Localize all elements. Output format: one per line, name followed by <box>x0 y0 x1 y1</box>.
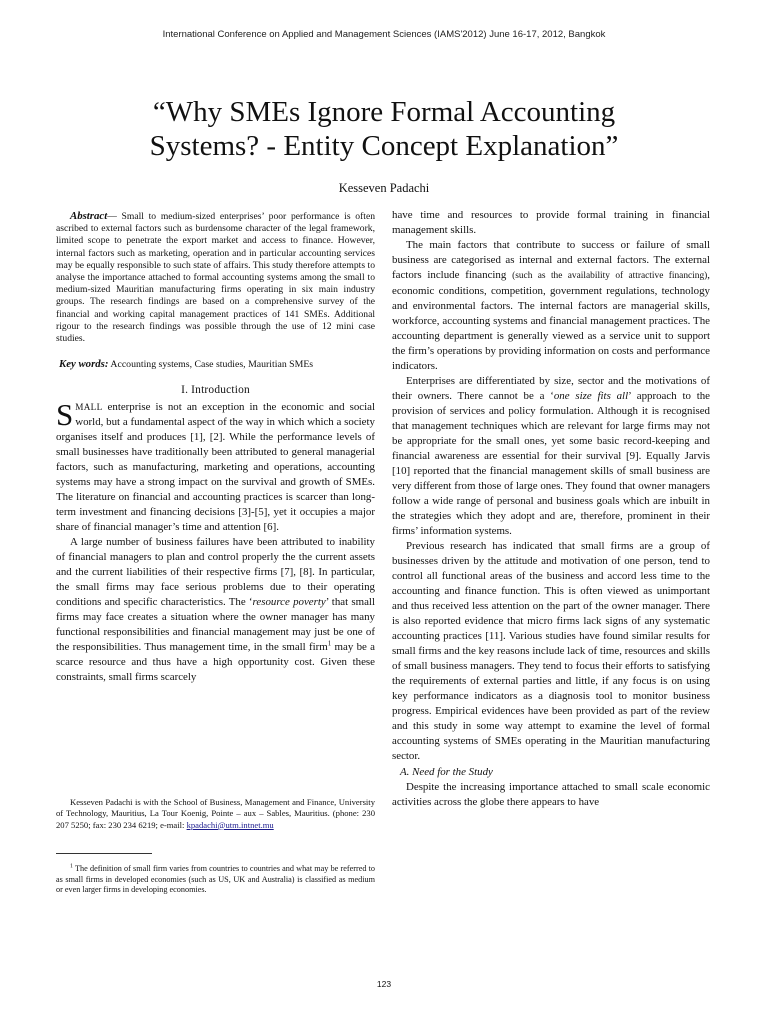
right-paragraph-4: Despite the increasing importance attached to small scale economic activities across the globe there appears to have <box>392 781 710 808</box>
abstract-dash: — <box>107 211 122 222</box>
footnote-text: The definition of small firm varies from countries to countries and what may be referred to as small firms in developed economies (such as US, UK and Australia) is classified as medium or even larger firms in developing economies. <box>56 864 375 895</box>
right-paragraph-0: have time and resources to provide formal training in financial management skills. <box>392 209 710 236</box>
right-p2-text-a: Enterprises are differentiated by size, sector and the motivations of their owners. There cannot be a ‘ <box>392 375 710 402</box>
drop-cap: S <box>56 397 74 433</box>
right-paragraph-2 <box>392 374 710 539</box>
right-paragraph-1 <box>392 238 710 374</box>
intro-p1-text: enterprise is not an exception in the economic and social world, but a fundamental aspect of the way in which which a society organises itself and produces [1], [2]. While the performance levels of small businesses have traditionally been attributed to general managerial factors, such as manufacturing, marketing and operations, accounting systems may have a strong impact on the survival and growth of SMEs. The literature on financial and accounting practices is scarcer than long-term investment and financing decisions [3]-[5], yet it occupies a major share of financial manager’s time and attention [6]. <box>56 401 375 534</box>
abstract-label: Abstract <box>70 210 108 222</box>
author-name: Kesseven Padachi <box>338 181 430 195</box>
intro-p2-text-a: A large number of business failures have been attributed to inability of financial managers to plan and control properly the the current assets and the current liabilities of their respective firms [7], [8]. In particular, the small firms may face serious problems due to their operating conditions and specific characteristics. The ‘ <box>56 536 375 609</box>
section-heading-introduction: I. Introduction <box>181 384 250 397</box>
right-column <box>392 208 710 810</box>
intro-p2-emphasis: resource poverty <box>252 596 326 609</box>
page-number: 123 <box>376 979 392 989</box>
affiliation-text: Kesseven Padachi is with the School of Business, Management and Finance, University of Technology, Mauritius, La Tour Koenig, Pointe – aux – Sables, Mauritius. (phone: 230 207 5250; fax: 230 234 6219; e-mail: <box>56 797 375 830</box>
keywords-text: Accounting systems, Case studies, Mauritian SMEs <box>108 359 314 371</box>
title-line-2: Systems? - Entity Concept Explanation” <box>149 130 619 162</box>
footnote <box>56 864 375 896</box>
right-p2-emphasis: one size fits all <box>553 390 629 402</box>
keywords-label: Key words: <box>59 358 109 371</box>
abstract <box>56 210 375 345</box>
email-link[interactable]: kpadachi@utm.intnet.mu <box>186 819 274 830</box>
running-header: International Conference on Applied and Management Sciences (IAMS'2012) June 16-17, 2012, Bangkok <box>162 29 606 40</box>
footnote-ref[interactable]: 1 <box>327 639 332 648</box>
abstract-text: Small to medium-sized enterprises’ poor performance is often ascribed to external factors such as burdensome character of the legal framework, limited scope to penetrate the export market and access to finance. However, internal factors such as marketing, operation and in particular accounting services may be equally responsible to such state of affairs. This study therefore attempts to analyse the importance attached to formal accounting systems among the small to medium-sized Mauritian manufacturing firms operating in six main industry groups. The research findings are based on a comprehensive survey of the financial and working capital management practices of 141 SMEs. Additional rigour to the research findings was possible through the use of 12 mini case studies. <box>56 211 375 345</box>
intro-p2-text-c: may be a scarce resource and thus have a high opportunity cost. Given these constraints, small firms scarcely <box>56 641 375 684</box>
intro-paragraph-1 <box>56 397 375 535</box>
left-column <box>56 208 375 685</box>
right-p1-text-b: , economic conditions, competition, government regulations, technology and environmental factors. The internal factors are managerial skills, workforce, accounting systems and financial management practices. The accounting department is generally viewed as a service unit to support the firm’s operations by providing information on costs and performance indicators. <box>392 269 711 372</box>
author-affiliation <box>56 797 375 831</box>
subsection-heading-need-for-study: A. Need for the Study <box>400 766 493 778</box>
intro-p2-text-b: ’ that small firms may face creates a situation where the owner manager has many functional responsibilities and financial management may just be one of the responsibilities. Thus management time, in the small firm <box>56 596 375 654</box>
intro-paragraph-2 <box>56 535 375 685</box>
footnote-mark: 1 <box>70 863 73 870</box>
right-p1-small: (such as the availability of attractive financing) <box>512 271 708 281</box>
right-p2-text-b: ’ approach to the provision of services and policy formulation. Although it is recognised that management techniques which are relevant for large firms may not be appropriate for the small ones, yet some basic record-keeping and financial awareness are essential for their survival [9]. Equally Jarvis [10] reported that the financial management skills of small business are very different from those of large ones. They found that owner managers follow a wide range of personal and business goals which are inbuilt in the strategies which they adopt and are, therefore, prominent in their firms’ information systems. <box>392 390 711 537</box>
paper-title <box>60 95 708 163</box>
right-paragraph-3: Previous research has indicated that small firms are a group of businesses driven by the attitude and motivation of one person, tend to control all functional areas of the business and accord less time to the accounting and finance function. This is often viewed as unimportant and thus received less attention on the part of the owner manager. There is also reported evidence that micro firms lack signs of any systematic accounting practices [11]. Various studies have found similar results for small firms and the key reasons include lack of time, resources and skills of small business managers. They tend to focus their efforts to satisfying the requirements of external parties and little, if any focus is on using key performance indicators as a diagnosis tool to monitor business progress. Empirical evidences have been provided as part of the review and this study in some way attempt to examine the level of formal accounting systems of SMEs operating in the Mauritian manufacturing sector. <box>392 540 710 762</box>
right-p1-text-a: The main factors that contribute to success or failure of small business are categorised as internal and external factors. The external factors include financing <box>392 239 710 281</box>
title-line-1: “Why SMEs Ignore Formal Accounting <box>152 96 616 128</box>
lead-caps: MALL <box>75 402 103 413</box>
keywords <box>56 358 375 371</box>
footnote-divider <box>56 853 152 854</box>
